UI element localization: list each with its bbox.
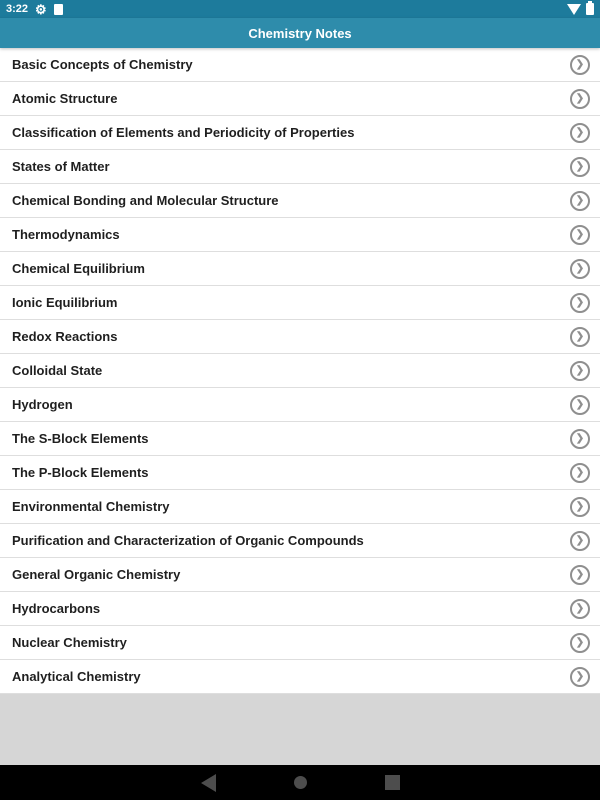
android-nav-bar — [0, 765, 600, 800]
list-item-label: Colloidal State — [12, 363, 103, 378]
chevron-right-icon: ❯ — [570, 633, 590, 653]
list-item[interactable] — [0, 184, 600, 218]
list-item[interactable] — [0, 354, 600, 388]
chevron-right-icon: ❯ — [570, 429, 590, 449]
list-item[interactable] — [0, 626, 600, 660]
gear-icon: ⚙ — [35, 1, 47, 17]
chevron-right-icon: ❯ — [570, 123, 590, 143]
list-item[interactable] — [0, 558, 600, 592]
list-item-label: The P-Block Elements — [12, 465, 149, 480]
chevron-right-icon: ❯ — [570, 361, 590, 381]
list-item[interactable] — [0, 320, 600, 354]
list-item[interactable] — [0, 82, 600, 116]
chevron-right-icon: ❯ — [570, 89, 590, 109]
list-item[interactable] — [0, 218, 600, 252]
list-item[interactable] — [0, 286, 600, 320]
recents-button[interactable] — [385, 775, 400, 790]
chevron-right-icon: ❯ — [570, 191, 590, 211]
list-item[interactable] — [0, 388, 600, 422]
status-bar — [0, 0, 600, 18]
chevron-right-icon: ❯ — [570, 531, 590, 551]
app-bar — [0, 18, 600, 48]
list-item[interactable] — [0, 48, 600, 82]
chevron-right-icon: ❯ — [570, 667, 590, 687]
chevron-right-icon: ❯ — [570, 497, 590, 517]
list-item[interactable] — [0, 524, 600, 558]
chevron-right-icon: ❯ — [570, 395, 590, 415]
chevron-right-icon: ❯ — [570, 599, 590, 619]
list-item-label: Ionic Equilibrium — [12, 295, 118, 310]
list-item-label: Environmental Chemistry — [12, 499, 170, 514]
list-item-label: Hydrocarbons — [12, 601, 101, 616]
list-item[interactable] — [0, 150, 600, 184]
chevron-right-icon: ❯ — [570, 327, 590, 347]
status-bar-left — [6, 3, 63, 16]
chevron-right-icon: ❯ — [570, 293, 590, 313]
list-item-label: States of Matter — [12, 159, 110, 174]
list-item-label: Classification of Elements and Periodicity of Properties — [12, 125, 355, 140]
battery-icon — [586, 3, 594, 15]
list-item[interactable] — [0, 456, 600, 490]
list-item-label: The S-Block Elements — [12, 431, 149, 446]
list-item-label: Purification and Characterization of Organic Compounds — [12, 533, 364, 548]
chevron-right-icon: ❯ — [570, 565, 590, 585]
chevron-right-icon: ❯ — [570, 157, 590, 177]
list-item[interactable] — [0, 490, 600, 524]
page-title: Chemistry Notes — [248, 25, 352, 41]
clock-text: 3:22 — [6, 3, 29, 15]
content-area — [0, 48, 600, 765]
list-item[interactable] — [0, 592, 600, 626]
list-item-label: Basic Concepts of Chemistry — [12, 57, 193, 72]
list-item-label: Nuclear Chemistry — [12, 635, 127, 650]
list-item-label: Chemical Bonding and Molecular Structure — [12, 193, 279, 208]
list-item-label: Analytical Chemistry — [12, 669, 141, 684]
chevron-right-icon: ❯ — [570, 463, 590, 483]
list-item-label: General Organic Chemistry — [12, 567, 181, 582]
list-item-label: Chemical Equilibrium — [12, 261, 145, 276]
home-button[interactable] — [294, 776, 307, 789]
list-item-label: Atomic Structure — [12, 91, 118, 106]
list-item[interactable] — [0, 422, 600, 456]
chevron-right-icon: ❯ — [570, 225, 590, 245]
list-item-label: Hydrogen — [12, 397, 73, 412]
list-item[interactable] — [0, 660, 600, 694]
back-button[interactable] — [201, 774, 216, 792]
status-bar-right — [567, 3, 594, 15]
topic-list — [0, 48, 600, 694]
list-item-label: Redox Reactions — [12, 329, 118, 344]
chevron-right-icon: ❯ — [570, 55, 590, 75]
list-item-label: Thermodynamics — [12, 227, 120, 242]
chevron-right-icon: ❯ — [570, 259, 590, 279]
note-icon — [54, 4, 63, 15]
wifi-icon — [567, 4, 581, 15]
list-item[interactable] — [0, 116, 600, 150]
list-item[interactable] — [0, 252, 600, 286]
